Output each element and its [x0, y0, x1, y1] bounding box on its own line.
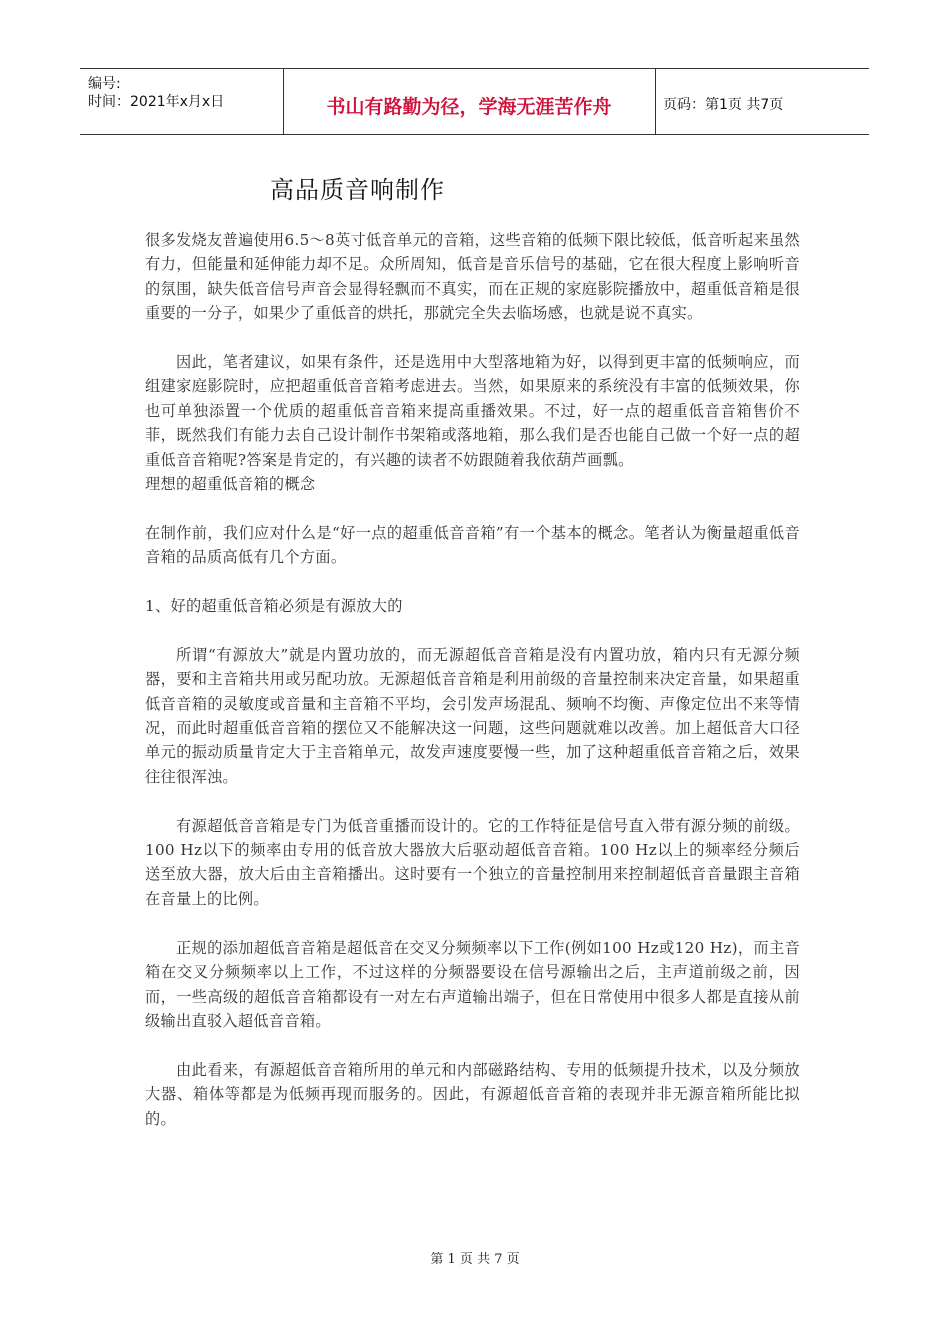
paragraph-active-design: 有源超低音音箱是专门为低音重播而设计的。它的工作特征是信号直入带有源分频的前级。100 Hz以下的频率由专用的低音放大器放大后驱动超低音音箱。100 Hz以上的频率经分频后送至放大器，放大后由主音箱播出。这时要有一个独立的音量控制用来控制超低音音量跟主音箱在音量上的比例。: [145, 816, 800, 908]
page-footer: 第 1 页 共 7 页: [430, 1252, 520, 1267]
header-table: [80, 68, 869, 135]
motto-text: 书山有路勤为径，学海无涯苦作舟: [326, 96, 612, 118]
paragraph-concept: 在制作前，我们应对什么是“好一点的超重低音音箱”有一个基本的概念。笔者认为衡量超重低音音箱的品质高低有几个方面。: [145, 523, 800, 567]
document-title: 高品质音响制作: [270, 176, 445, 204]
section-heading-active: 1、好的超重低音箱必须是有源放大的: [145, 597, 403, 616]
paragraph-intro: 很多发烧友普遍使用6.5～8英寸低音单元的音箱，这些音箱的低频下限比较低，低音听起来虽然有力，但能量和延伸能力却不足。众所周知，低音是音乐信号的基础，它在很大程度上影响听音的氛围，缺失低音信号声音会显得轻飘而不真实，而在正规的家庭影院播放中，超重低音箱是很重要的一分子，如果少了重低音的烘托，那就完全失去临场感，也就是说不真实。: [145, 231, 800, 323]
date-label: 时间：2021年x月x日: [88, 94, 225, 110]
paragraph-active-definition: 所谓“有源放大”就是内置功放的，而无源超低音音箱是没有内置功放，箱内只有无源分频器，要和主音箱共用或另配功放。无源超低音音箱是利用前级的音量控制来决定音量，如果超重低音音箱的灵敏度或音量和主音箱不平均，会引发声场混乱、频响不均衡、声像定位出不来等情况，而此时超重低音音箱的摆位又不能解决这一问题，这些问题就难以改善。加上超低音大口径单元的振动质量肯定大于主音箱单元，故发声速度要慢一些，加了这种超重低音音箱之后，效果往往很浑浊。: [145, 645, 800, 786]
document-body: [145, 228, 800, 1131]
serial-number-label: 编号:: [88, 76, 121, 92]
paragraph-conclusion: 由此看来，有源超低音音箱所用的单元和内部磁路结构、专用的低频提升技术，以及分频放大器、箱体等都是为低频再现而服务的。因此，有源超低音音箱的表现并非无源音箱所能比拟的。: [145, 1060, 800, 1128]
header-right-cell: [655, 69, 869, 134]
header-middle-cell: [283, 69, 656, 134]
header-left-cell: [80, 69, 284, 134]
paragraph-recommendation: 因此，笔者建议，如果有条件，还是选用中大型落地箱为好，以得到更丰富的低频响应，而组建家庭影院时，应把超重低音音箱考虑进去。当然，如果原来的系统没有丰富的低频效果，你也可单独添置一个优质的超重低音音箱来提高重播效果。不过，好一点的超重低音音箱售价不菲，既然我们有能力去自己设计制作书架箱或落地箱，那么我们是否也能自己做一个好一点的超重低音音箱呢?答案是肯定的，有兴趣的读者不妨跟随着我依葫芦画瓢。: [145, 353, 800, 469]
paragraph-crossover: 正规的添加超低音音箱是超低音在交叉分频频率以下工作(例如100 Hz或120 Hz)，而主音箱在交叉分频频率以上工作，不过这样的分频器要设在信号源输出之后，主声道前级之前，因而，一些高级的超低音音箱都设有一对左右声道输出端子，但在日常使用中很多人都是直接从前级输出直驳入超低音音箱。: [145, 938, 800, 1030]
section-heading-concept: 理想的超重低音箱的概念: [145, 475, 316, 494]
page-info: 页码：第1页 共7页: [663, 97, 784, 113]
